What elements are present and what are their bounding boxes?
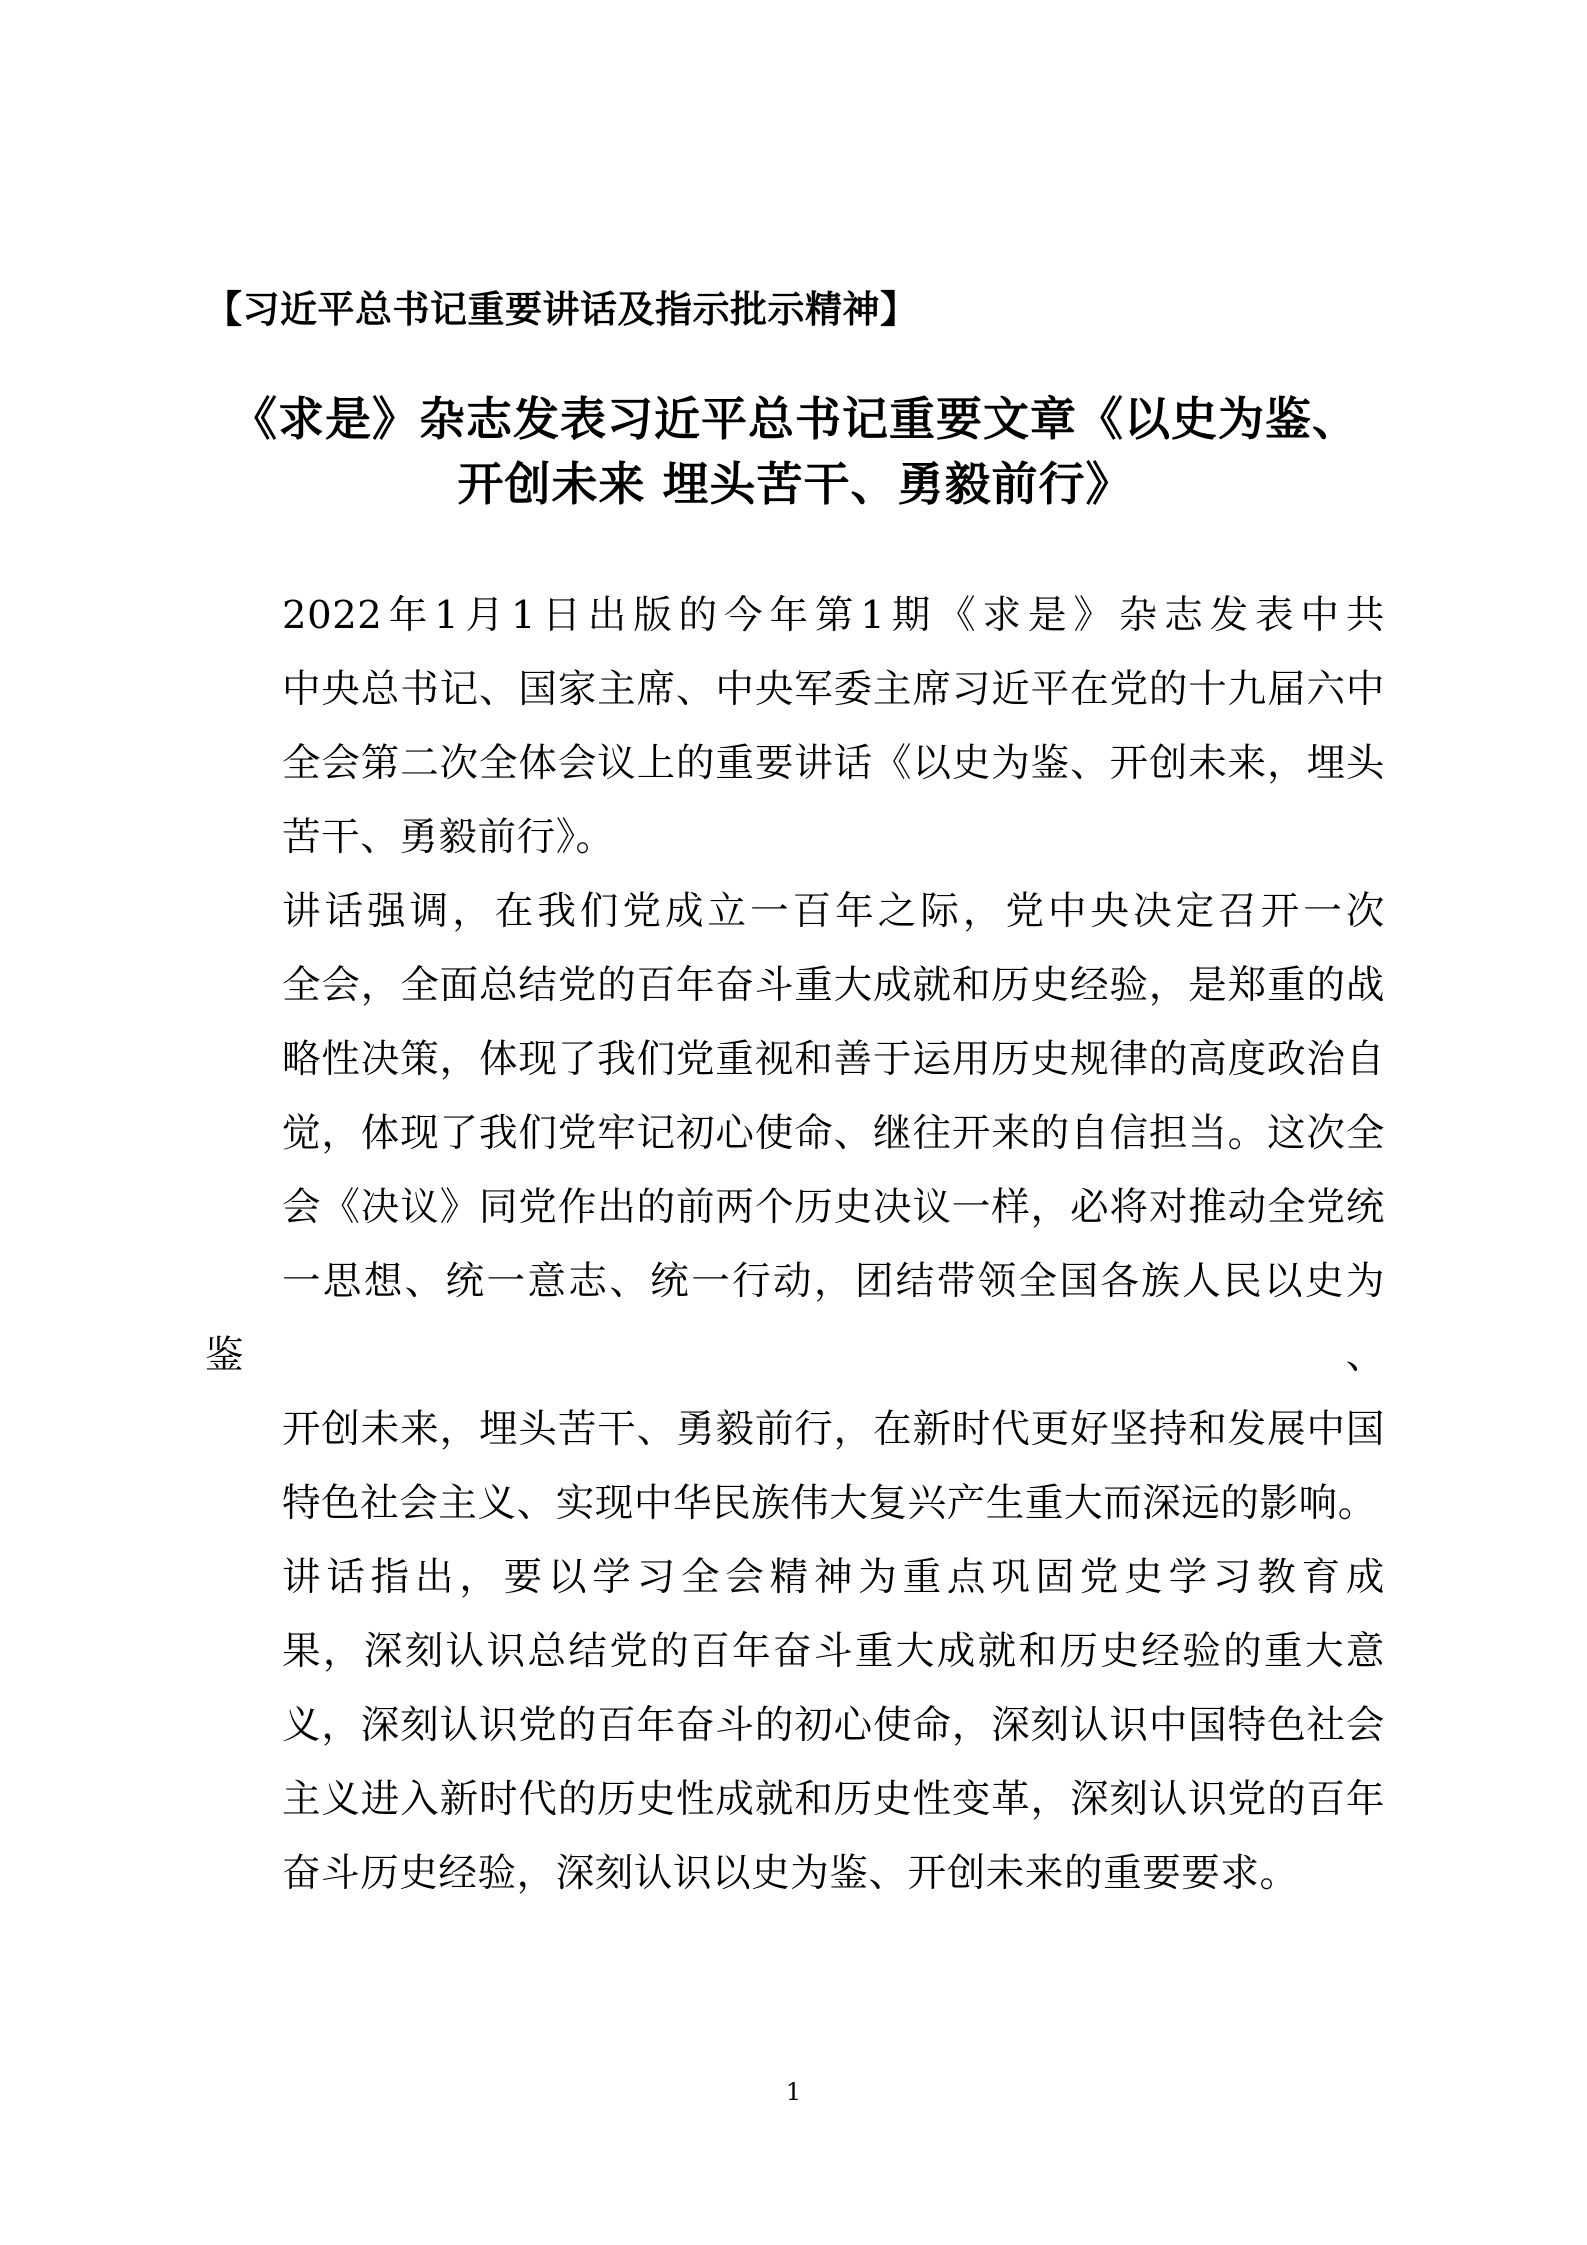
page-number: 1 <box>785 2078 802 2106</box>
document-title <box>205 387 1385 518</box>
paragraph-1 <box>205 579 1385 875</box>
document-category-header: 【习近平总书记重要讲话及指示批示精神】 <box>205 288 918 331</box>
body-line: 全会第二次全体会议上的重要讲话《以史为鉴、开创未来，埋头 <box>282 741 1385 787</box>
body-line: 2022年1月1日出版的今年第1期《求是》杂志发表中共 <box>282 593 1385 639</box>
body-line: 略性决策，体现了我们党重视和善于运用历史规律的高度政治自 <box>282 1037 1385 1083</box>
body-line: 苦干、勇毅前行》。 <box>282 815 615 861</box>
body-line: 讲话指出，要以学习全会精神为重点巩固党史学习教育成 <box>282 1555 1385 1601</box>
body-line: 奋斗历史经验，深刻认识以史为鉴、开创未来的重要要求。 <box>282 1851 1299 1897</box>
body-line: 义，深刻认识党的百年奋斗的初心使命，深刻认识中国特色社会 <box>282 1703 1385 1749</box>
paragraph-3 <box>205 1541 1385 1911</box>
paragraph-2 <box>205 875 1385 1541</box>
body-line: 一思想、统一意志、统一行动，团结带领全国各族人民以史为鉴、 <box>205 1259 1385 1379</box>
body-line: 开创未来，埋头苦干、勇毅前行，在新时代更好坚持和发展中国 <box>282 1407 1385 1453</box>
body-line: 全会，全面总结党的百年奋斗重大成就和历史经验，是郑重的战 <box>282 963 1385 1009</box>
title-line-1: 《求是》杂志发表习近平总书记重要文章《以史为鉴、 <box>231 391 1359 446</box>
body-line: 主义进入新时代的历史性成就和历史性变革，深刻认识党的百年 <box>282 1777 1385 1823</box>
title-line-2: 开创未来 埋头苦干、勇毅前行》 <box>457 457 1133 511</box>
body-line: 觉，体现了我们党牢记初心使命、继往开来的自信担当。这次全 <box>282 1111 1385 1157</box>
body-line: 中央总书记、国家主席、中央军委主席习近平在党的十九届六中 <box>282 667 1385 713</box>
body-line: 果，深刻认识总结党的百年奋斗重大成就和历史经验的重大意 <box>282 1629 1385 1675</box>
document-body <box>205 579 1385 1911</box>
body-line: 讲话强调，在我们党成立一百年之际，党中央决定召开一次 <box>282 889 1385 935</box>
body-line: 会《决议》同党作出的前两个历史决议一样，必将对推动全党统 <box>282 1185 1385 1231</box>
body-line: 特色社会主义、实现中华民族伟大复兴产生重大而深远的影响。 <box>282 1481 1377 1527</box>
document-content-column <box>205 0 1385 1911</box>
